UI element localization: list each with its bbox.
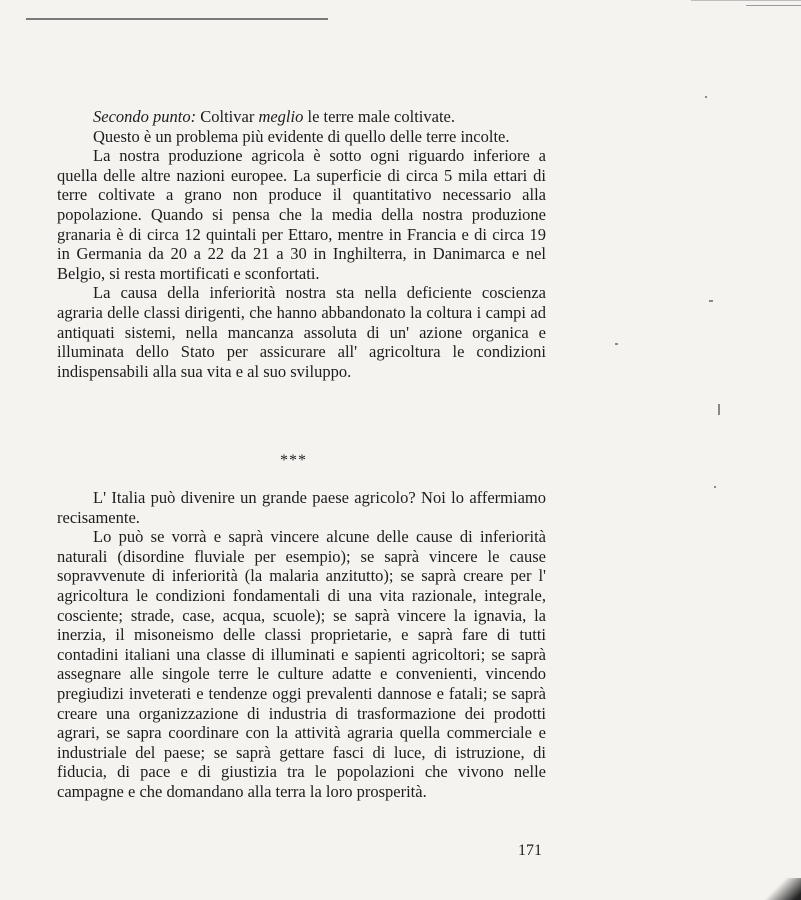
paragraph: L' Italia può divenire un grande paese agricolo? Noi lo affermiamo recisamente. — [57, 488, 546, 527]
scan-speck — [709, 300, 713, 302]
heading-label: Secondo punto: — [93, 107, 197, 126]
heading-emphasis: meglio — [258, 107, 304, 126]
heading-text-end: le terre male coltivate. — [303, 107, 455, 126]
page-number: 171 — [518, 842, 542, 859]
page-edge-shadow — [761, 878, 801, 900]
paragraph: Lo può se vorrà e saprà vincere alcune delle cause di inferiorità naturali (disordine fluviale per esempio); se saprà vincere le cause sopravvenute di inferiorità (la malaria anzitutto); se saprà creare per l' agricoltura le condizioni fondamentali di una vita razionale, integrale, cosciente; strade, case, acqua, scuole); se saprà vincere la ignavia, la inerzia, il misoneismo delle classi proprietarie, e saprà fare di tutti contadini italiani una classe di illuminati e sapienti agricoltori; se saprà assegnare alle singole terre le culture adatte e convenienti, vincendo pregiudizi inveterati e tendenze oggi prevalenti dannose e fatali; se saprà creare una organizzazione di industria di trasformazione dei prodotti agrari, se sapra coordinare con la attività agraria quella commerciale e industriale del paese; se saprà gettare fasci di luce, di istruzione, di fiducia, di pace e di giustizia tra le popolazioni che vivono nelle campagne e che domandano alla terra la loro prosperità. — [57, 527, 546, 801]
paragraph: Questo è un problema più evidente di quello delle terre incolte. — [93, 126, 510, 146]
scan-speck — [615, 343, 618, 345]
scan-speck — [705, 96, 707, 98]
paragraph-heading — [57, 107, 546, 127]
paragraph: La nostra produzione agricola è sotto ogni riguardo inferiore a quella delle altre nazioni europee. La superficie di circa 5 mila ettari di terre coltivate a grano non produce il quantitativo necessario alla popolazione. Quando si pensa che la media della nostra produzione granaria è di circa 12 quintali per Ettaro, mentre in Francia e di circa 19 in Germania da 20 a 22 da 21 a 30 in Inghilterra, in Danimarca e nel Belgio, si resta mortificati e sconfortati. — [57, 146, 546, 283]
section-coltivar-meglio — [57, 107, 546, 381]
top-rule — [26, 18, 328, 20]
scan-speck — [718, 404, 720, 415]
heading-text: Coltivar — [196, 107, 259, 126]
section-italia-paese-agricolo — [57, 488, 546, 802]
corner-scan-mark — [691, 0, 801, 15]
section-separator: *** — [280, 452, 307, 469]
paragraph: La causa della inferiorità nostra sta nella deficiente coscienza agraria delle classi dirigenti, che hanno abbandonato la coltura i campi ad antiquati sistemi, nella mancanza assoluta di un' azione organica e illuminata dello Stato per assicurare all' agricoltura le condizioni indispensabili alla sua vita e al suo sviluppo. — [57, 283, 546, 381]
scan-speck — [714, 486, 716, 488]
